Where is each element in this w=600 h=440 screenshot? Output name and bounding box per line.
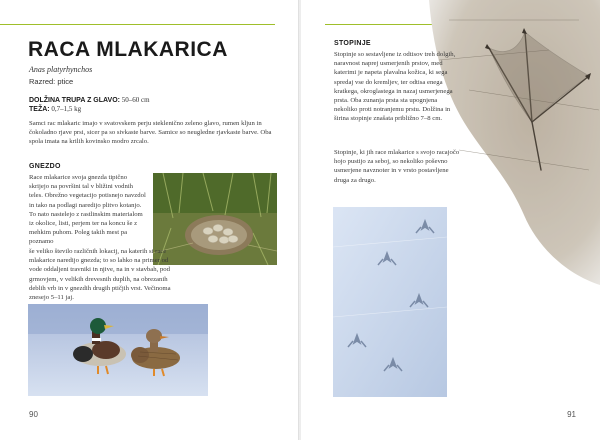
page-number-left: 90 xyxy=(29,410,38,419)
stat-label: DOLŽINA TRUPA Z GLAVO: xyxy=(29,97,120,104)
ducks-photo-graphic xyxy=(28,304,208,396)
intro-paragraph: Samci rac mlakaric imajo v svatovskem perju steklenično zeleno glavo, rumen kljun in čokoladno rjave prsi, sicer pa so sivkaste barve. Samice so neugledne rjavkaste barve. Oba spola imata na krilih kovinsko modro zrcalo. xyxy=(29,120,272,146)
left-page xyxy=(0,0,299,440)
tracks-paragraph-2: Stopinje, ki jih race mlakarice s svojo racajočo hojo pustijo za seboj, so nekoliko poševno usmerjene navznoter in v vrsto postavljene druga za drugo. xyxy=(334,149,460,184)
right-page xyxy=(301,0,600,440)
tracks-paragraph: Stopinje so sestavljene iz odtisov treh dolgih, naravnost naprej usmerjenih prstov, med katerimi je napeta plavalna kožica, ki sega spredaj vse do kremljev, ter odtisa enega kratkega, okroglastega in nazaj usmerjenega prsta. Oba zunanja prsta sta upognjena nekoliko proti notranjemu prstu. Dolžina in širina stopinje znašata približno 7–8 cm. xyxy=(334,51,456,123)
nest-paragraph-narrow: Race mlakarice svoja gnezda tipično skrijejo na površini tal v bližini vodnih teles. Obrežno vegetacijo potisnejo navzdol in tako na podlagi naredijo plitvo kotanjo. To nato nastelejo z rastlinskim materialom iz okolice, listi, perjem ter na koncu še z mehkim puhom. Poleg takih mest pa poznamo xyxy=(29,174,146,246)
footprint-sketch-graphic xyxy=(429,0,600,285)
stat-body-length xyxy=(29,96,150,104)
header-rule xyxy=(0,24,275,25)
latin-name: Anas platyrhynchos xyxy=(29,65,93,74)
tracks-heading: STOPINJE xyxy=(334,40,371,47)
stat-label: TEŽA: xyxy=(29,106,50,113)
taxonomy-class: Razred: ptice xyxy=(29,77,74,86)
nest-paragraph-wide: še veliko število različnih lokacij, na katerih si race mlakarice naredijo gnezda; to so lahko na primer od vode oddaljeni travniki in njive, na in v stavbah, pod grmovjem, v velikih drevesnih duplih, na obrezanih deblih vrb in v gnezdih drugih ptičjih vrst. Večinoma znesejo 5–11 jaj. xyxy=(29,248,171,302)
nest-heading: GNEZDO xyxy=(29,163,61,170)
ducks-on-ice-photo xyxy=(28,304,208,396)
snow-tracks-graphic xyxy=(333,207,447,397)
page-number-right: 91 xyxy=(567,410,576,419)
species-title: RACA MLAKARICA xyxy=(28,38,228,61)
stat-weight xyxy=(29,105,81,113)
footprint-sketch xyxy=(429,0,600,285)
snow-tracks-photo xyxy=(333,207,447,397)
stat-value: 50–60 cm xyxy=(121,96,150,104)
stat-value: 0,7–1,5 kg xyxy=(51,105,82,113)
